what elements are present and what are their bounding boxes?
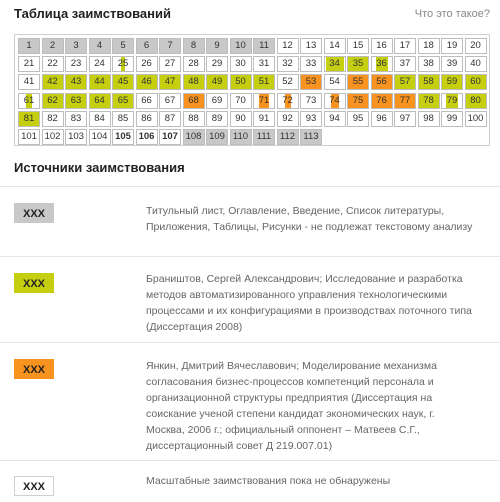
grid-cell[interactable] <box>183 74 205 90</box>
cell-number: 109 <box>209 131 225 142</box>
cell-number: 112 <box>279 131 296 142</box>
cell-number: 33 <box>305 58 317 70</box>
borrowing-grid <box>14 34 490 146</box>
page-title: Таблица заимствований <box>14 6 171 21</box>
grid-cell[interactable] <box>136 38 158 54</box>
cell-number: 69 <box>211 94 223 106</box>
cell-number: 23 <box>70 58 82 70</box>
cell-number: 61 <box>23 94 35 106</box>
grid-cell[interactable] <box>18 93 40 109</box>
cell-number: 84 <box>94 112 105 124</box>
cell-number: 6 <box>143 40 150 51</box>
grid-cell[interactable] <box>300 111 322 127</box>
cell-number: 110 <box>232 131 249 142</box>
cell-number: 82 <box>47 112 58 124</box>
cell-number: 31 <box>258 58 270 70</box>
grid-cell[interactable] <box>277 38 299 54</box>
grid-cell[interactable] <box>42 129 64 145</box>
grid-cell[interactable] <box>347 111 369 127</box>
grid-cell[interactable] <box>183 129 205 145</box>
cell-number: 64 <box>94 94 105 106</box>
grid-cell[interactable] <box>465 93 487 109</box>
grid-cell[interactable] <box>18 56 40 72</box>
sources-title: Источники заимствования <box>14 160 185 175</box>
cell-number: 88 <box>188 112 199 124</box>
cell-number: 104 <box>91 131 108 142</box>
grid-cell[interactable] <box>300 93 322 109</box>
cell-number: 107 <box>162 131 178 142</box>
grid-cell[interactable] <box>112 129 134 145</box>
grid-cell[interactable] <box>418 56 440 72</box>
grid-cell[interactable] <box>230 111 252 127</box>
grid-cell[interactable] <box>206 129 228 145</box>
grid-cell[interactable] <box>136 93 158 109</box>
grid-cell[interactable] <box>253 93 275 109</box>
cell-number: 106 <box>138 131 155 142</box>
grid-cell[interactable] <box>418 38 440 54</box>
cell-number: 105 <box>115 131 131 142</box>
grid-cell[interactable] <box>159 93 181 109</box>
cell-number: 79 <box>446 94 458 106</box>
cell-number: 59 <box>446 76 458 88</box>
grid-cell[interactable] <box>253 111 275 127</box>
grid-cell[interactable] <box>136 129 158 145</box>
cell-number: 57 <box>399 76 411 88</box>
divider <box>0 342 500 343</box>
grid-cell[interactable] <box>89 56 111 72</box>
grid-cell[interactable] <box>324 74 346 90</box>
grid-cell[interactable] <box>183 111 205 127</box>
grid-cell[interactable] <box>253 74 275 90</box>
cell-number: 4 <box>96 40 103 51</box>
cell-number: 26 <box>141 58 152 70</box>
cell-number: 45 <box>117 76 129 88</box>
cell-number: 94 <box>329 112 340 124</box>
grid-cell[interactable] <box>300 129 322 145</box>
source-text: Титульный лист, Оглавление, Введение, Список литературы, Приложения, Таблицы, Рисунки - не подлежат текстовому анализу <box>146 205 473 233</box>
grid-cell[interactable] <box>394 56 416 72</box>
grid-cell[interactable] <box>206 111 228 127</box>
cell-number: 2 <box>49 40 56 51</box>
cell-number: 89 <box>211 112 223 124</box>
cell-number: 103 <box>68 131 84 142</box>
divider <box>0 186 500 187</box>
source-text: Янкин, Дмитрий Вячеславович; Моделирование механизма согласования бизнес-процессов компетенций персонала и организационной структуры предприятия (Диссертация на соискание ученой степени кандидат экономических наук, г. Москва, 2006 г.; официальный оппонент – Матвеев С.Г., диссертационный совет Д 219.007.01) <box>146 360 437 452</box>
grid-cell[interactable] <box>18 74 40 90</box>
grid-cell[interactable] <box>347 38 369 54</box>
grid-cell[interactable] <box>465 74 487 90</box>
cell-number: 16 <box>376 40 387 51</box>
grid-cell[interactable] <box>42 74 64 90</box>
grid-cell[interactable] <box>112 56 134 72</box>
cell-number: 58 <box>423 76 434 88</box>
grid-cell[interactable] <box>65 111 87 127</box>
grid-cell[interactable] <box>253 56 275 72</box>
grid-cell[interactable] <box>18 38 40 54</box>
cell-number: 3 <box>73 40 79 51</box>
grid-cell[interactable] <box>347 56 369 72</box>
grid-cell[interactable] <box>230 129 252 145</box>
cell-number: 8 <box>190 40 197 51</box>
cell-number: 12 <box>282 40 293 51</box>
cell-number: 72 <box>282 94 293 106</box>
cell-number: 51 <box>258 76 270 88</box>
cell-number: 66 <box>141 94 152 106</box>
source-badge: XXX <box>14 476 54 496</box>
grid-cell[interactable] <box>159 111 181 127</box>
grid-cell[interactable] <box>347 93 369 109</box>
grid-cell[interactable] <box>159 38 181 54</box>
cell-number: 38 <box>423 58 434 70</box>
grid-cell[interactable] <box>300 56 322 72</box>
cell-number: 39 <box>446 58 458 70</box>
source-text: Браништов, Сергей Александрович; Исследование и разработка методов автоматизированного управления технологическими процессами и их конфигурациями в производствах поточного типа (Диссертация 2008) <box>146 273 472 333</box>
cell-number: 35 <box>352 58 364 70</box>
cell-number: 67 <box>164 94 176 106</box>
cell-number: 101 <box>21 131 37 142</box>
cell-number: 63 <box>70 94 82 106</box>
grid-cell[interactable] <box>206 38 228 54</box>
cell-number: 14 <box>329 40 340 51</box>
cell-number: 27 <box>164 58 176 70</box>
cell-number: 71 <box>258 94 270 106</box>
grid-cell[interactable] <box>136 111 158 127</box>
grid-cell[interactable] <box>206 93 228 109</box>
grid-cell[interactable] <box>89 129 111 145</box>
grid-cell[interactable] <box>89 93 111 109</box>
cell-number: 49 <box>211 76 223 88</box>
cell-number: 90 <box>235 112 246 124</box>
cell-number: 99 <box>446 112 458 124</box>
cell-number: 15 <box>352 40 364 51</box>
grid-cell[interactable] <box>277 74 299 90</box>
cell-number: 97 <box>399 112 411 124</box>
cell-number: 18 <box>423 40 434 51</box>
grid-cell[interactable] <box>277 93 299 109</box>
cell-number: 1 <box>26 40 32 51</box>
grid-cell[interactable] <box>441 111 463 127</box>
cell-number: 98 <box>423 112 434 124</box>
grid-cell[interactable] <box>159 56 181 72</box>
grid-cell[interactable] <box>42 93 64 109</box>
grid-cell[interactable] <box>112 111 134 127</box>
cell-number: 60 <box>470 76 481 88</box>
grid-cell[interactable] <box>230 38 252 54</box>
grid-cell[interactable] <box>441 74 463 90</box>
grid-cell[interactable] <box>230 56 252 72</box>
cell-number: 93 <box>305 112 317 124</box>
grid-cell[interactable] <box>230 74 252 90</box>
cell-number: 29 <box>211 58 223 70</box>
grid-cell[interactable] <box>18 129 40 145</box>
grid-cell[interactable] <box>159 129 181 145</box>
cell-number: 74 <box>329 94 340 106</box>
cell-number: 100 <box>467 112 484 124</box>
cell-number: 75 <box>352 94 364 106</box>
cell-number: 81 <box>23 112 35 124</box>
cell-number: 21 <box>23 58 35 70</box>
grid-cell[interactable] <box>394 38 416 54</box>
grid-cell[interactable] <box>394 74 416 90</box>
cell-number: 96 <box>376 112 387 124</box>
cell-number: 36 <box>376 58 387 70</box>
source-badge: XXX <box>14 359 54 379</box>
cell-number: 80 <box>470 94 481 106</box>
grid-cell[interactable] <box>324 111 346 127</box>
grid-cell[interactable] <box>300 74 322 90</box>
grid-cell[interactable] <box>42 111 64 127</box>
cell-number: 50 <box>235 76 246 88</box>
grid-cell[interactable] <box>441 38 463 54</box>
grid-cell[interactable] <box>230 93 252 109</box>
grid-cell[interactable] <box>112 38 134 54</box>
grid-cell[interactable] <box>394 93 416 109</box>
cell-number: 47 <box>164 76 176 88</box>
grid-cell[interactable] <box>65 93 87 109</box>
cell-number: 11 <box>259 40 269 51</box>
cell-number: 76 <box>376 94 387 106</box>
cell-number: 22 <box>47 58 58 70</box>
grid-cell[interactable] <box>371 38 393 54</box>
cell-number: 19 <box>446 40 458 51</box>
cell-number: 20 <box>470 40 481 51</box>
cell-number: 108 <box>185 131 202 142</box>
grid-cell[interactable] <box>42 56 64 72</box>
cell-number: 37 <box>399 58 411 70</box>
cell-number: 78 <box>423 94 434 106</box>
cell-number: 73 <box>305 94 317 106</box>
divider <box>0 256 500 257</box>
cell-number: 68 <box>188 94 199 106</box>
cell-number: 87 <box>164 112 176 124</box>
cell-number: 41 <box>23 76 35 88</box>
cell-number: 55 <box>352 76 364 88</box>
cell-number: 70 <box>235 94 246 106</box>
grid-cell[interactable] <box>441 56 463 72</box>
grid-cell[interactable] <box>65 74 87 90</box>
grid-cell[interactable] <box>418 111 440 127</box>
grid-cell[interactable] <box>65 129 87 145</box>
cell-number: 83 <box>70 112 82 124</box>
grid-cell[interactable] <box>159 74 181 90</box>
grid-cell[interactable] <box>347 74 369 90</box>
grid-cell[interactable] <box>465 38 487 54</box>
cell-number: 65 <box>117 94 129 106</box>
grid-cell[interactable] <box>394 111 416 127</box>
cell-number: 13 <box>305 40 317 51</box>
cell-number: 30 <box>235 58 246 70</box>
grid-cell[interactable] <box>89 74 111 90</box>
grid-cell[interactable] <box>183 56 205 72</box>
grid-cell[interactable] <box>18 111 40 127</box>
grid-cell[interactable] <box>418 93 440 109</box>
cell-number: 52 <box>282 76 293 88</box>
cell-number: 44 <box>94 76 105 88</box>
help-link[interactable]: Что это такое? <box>414 8 490 20</box>
grid-cell[interactable] <box>277 111 299 127</box>
grid-cell[interactable] <box>324 93 346 109</box>
cell-number: 113 <box>303 131 319 142</box>
grid-cell[interactable] <box>206 74 228 90</box>
grid-cell[interactable] <box>371 93 393 109</box>
source-badge: XXX <box>14 273 54 293</box>
grid-cell[interactable] <box>112 93 134 109</box>
cell-number: 46 <box>141 76 152 88</box>
cell-number: 40 <box>470 58 481 70</box>
grid-cell[interactable] <box>42 38 64 54</box>
grid-cell[interactable] <box>112 74 134 90</box>
grid-cell[interactable] <box>183 38 205 54</box>
grid-cell[interactable] <box>65 56 87 72</box>
cell-number: 62 <box>47 94 58 106</box>
grid-cell[interactable] <box>441 93 463 109</box>
grid-cell[interactable] <box>136 74 158 90</box>
cell-number: 56 <box>376 76 387 88</box>
cell-number: 48 <box>188 76 199 88</box>
cell-number: 86 <box>141 112 152 124</box>
cell-number: 9 <box>214 40 220 51</box>
grid-cell[interactable] <box>65 38 87 54</box>
cell-number: 28 <box>188 58 199 70</box>
cell-number: 10 <box>235 40 246 51</box>
cell-number: 34 <box>329 58 340 70</box>
cell-number: 102 <box>44 131 61 142</box>
grid-cell[interactable] <box>324 56 346 72</box>
divider <box>0 460 500 461</box>
cell-number: 7 <box>167 40 173 51</box>
cell-number: 85 <box>117 112 129 124</box>
grid-cell[interactable] <box>277 129 299 145</box>
source-text: Масштабные заимствования пока не обнаружены <box>146 475 391 487</box>
grid-cell[interactable] <box>89 38 111 54</box>
cell-number: 17 <box>399 40 411 51</box>
grid-cell[interactable] <box>206 56 228 72</box>
grid-cell[interactable] <box>465 56 487 72</box>
cell-number: 43 <box>70 76 82 88</box>
grid-cell[interactable] <box>277 56 299 72</box>
grid-cell[interactable] <box>418 74 440 90</box>
cell-number: 77 <box>399 94 411 106</box>
grid-cell[interactable] <box>371 56 393 72</box>
cell-number: 92 <box>282 112 293 124</box>
cell-number: 24 <box>94 58 105 70</box>
source-badge: XXX <box>14 203 54 223</box>
grid-cell[interactable] <box>253 129 275 145</box>
grid-cell[interactable] <box>465 111 487 127</box>
cell-number: 42 <box>47 76 58 88</box>
grid-cell[interactable] <box>183 93 205 109</box>
cell-number: 91 <box>258 112 270 124</box>
cell-number: 32 <box>282 58 293 70</box>
cell-number: 53 <box>305 76 317 88</box>
grid-cell[interactable] <box>371 111 393 127</box>
cell-number: 111 <box>256 131 272 142</box>
header <box>14 6 490 26</box>
grid-cell[interactable] <box>253 38 275 54</box>
cell-number: 95 <box>352 112 364 124</box>
grid-cell[interactable] <box>136 56 158 72</box>
grid-cell[interactable] <box>324 38 346 54</box>
cell-number: 25 <box>117 58 129 70</box>
cell-number: 54 <box>329 76 340 88</box>
grid-cell[interactable] <box>371 74 393 90</box>
grid-cell[interactable] <box>89 111 111 127</box>
grid-cell[interactable] <box>300 38 322 54</box>
cell-number: 5 <box>120 40 126 51</box>
